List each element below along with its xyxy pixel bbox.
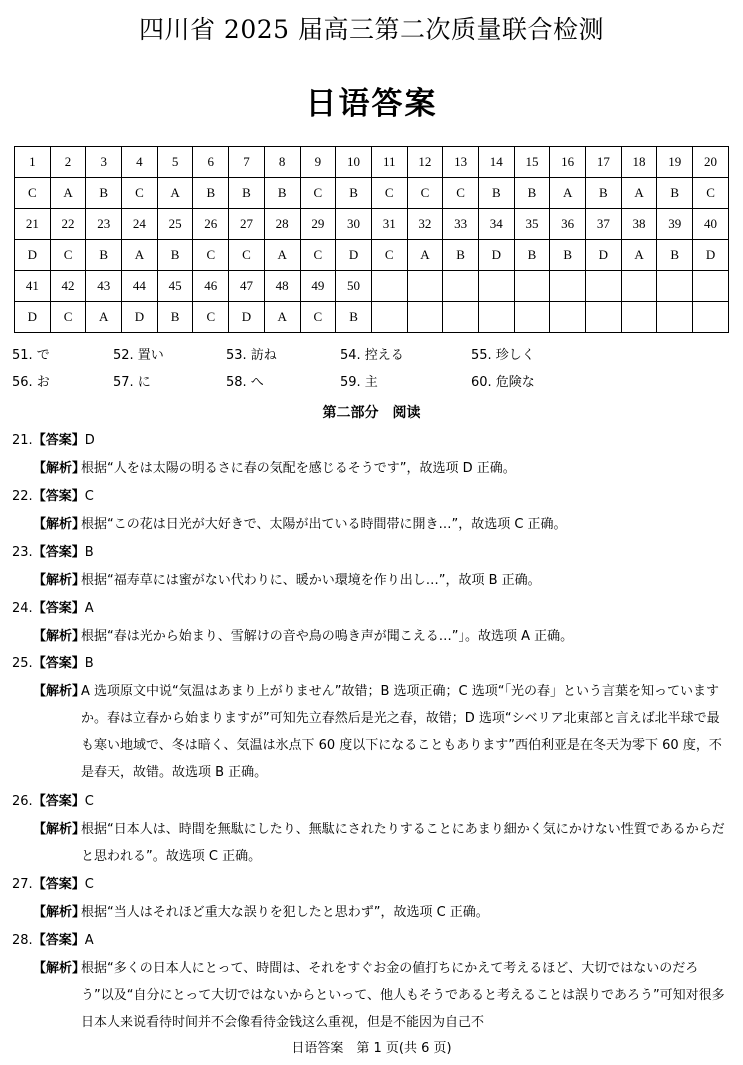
answer-cell: B xyxy=(157,240,193,271)
answer-cell xyxy=(407,302,443,333)
answer-cell xyxy=(693,302,729,333)
answer-cell: C xyxy=(50,302,86,333)
answer-value: B xyxy=(84,545,94,560)
document-title: 四川省 2025 届高三第二次质量联合检测 xyxy=(138,15,605,44)
answer-cell: B xyxy=(336,302,372,333)
answer-tag: 【答案】 xyxy=(32,489,85,504)
explanation-text: 根据“福寿草には蜜がない代わりに、暖かい環境を作り出し…”，故项 B 正确。 xyxy=(81,573,541,588)
question-number-cell: 12 xyxy=(407,147,443,178)
answer-cell: A xyxy=(550,178,586,209)
explanation-text: 根据“この花は日光が大好きで、太陽が出ている時間帯に開き…”，故选项 C 正确。 xyxy=(81,517,567,532)
answer-cell: D xyxy=(122,302,158,333)
question-number-cell: 46 xyxy=(193,271,229,302)
question-number-cell: 50 xyxy=(336,271,372,302)
question-number-cell: 36 xyxy=(550,209,586,240)
question-number-cell: 10 xyxy=(336,147,372,178)
answer-cell: C xyxy=(300,240,336,271)
answer-cell: B xyxy=(86,240,122,271)
question-number-cell: 14 xyxy=(478,147,514,178)
answer-value: A xyxy=(84,933,94,948)
answer-cell: B xyxy=(157,302,193,333)
question-number-cell xyxy=(443,271,479,302)
question-number: 28. xyxy=(12,933,33,948)
question-number-cell xyxy=(371,271,407,302)
answer-cell: A xyxy=(86,302,122,333)
fill-blank-56: 56. お xyxy=(12,375,50,390)
answer-cell: B xyxy=(229,178,265,209)
answer-cell: C xyxy=(693,178,729,209)
answer-cell: D xyxy=(586,240,622,271)
explanation xyxy=(33,899,730,926)
answer-cell: C xyxy=(122,178,158,209)
answer-cell xyxy=(657,302,693,333)
fill-blank-51: 51. で xyxy=(12,348,50,363)
answer-tag: 【答案】 xyxy=(32,656,85,671)
answer-tag: 【答案】 xyxy=(32,877,85,892)
answer-cell: B xyxy=(657,178,693,209)
explanation xyxy=(33,623,730,650)
explanation-tag: 【解析】 xyxy=(33,629,86,644)
fill-blank-54: 54. 控える xyxy=(340,348,404,363)
answer-cell: A xyxy=(621,178,657,209)
answer-cell: B xyxy=(586,178,622,209)
explanation-tag: 【解析】 xyxy=(33,573,86,588)
explanation-tag: 【解析】 xyxy=(33,961,86,976)
question-number-cell: 24 xyxy=(122,209,158,240)
answer-cell: D xyxy=(15,240,51,271)
question-number: 25. xyxy=(12,656,33,671)
answer-cell: B xyxy=(514,178,550,209)
answer-cell: B xyxy=(193,178,229,209)
explanation xyxy=(33,955,730,1036)
answer-cell xyxy=(371,302,407,333)
answer-tag: 【答案】 xyxy=(32,601,85,616)
fill-blank-53: 53. 訪ね xyxy=(226,348,277,363)
explanation-tag: 【解析】 xyxy=(33,684,86,699)
answer-cell: A xyxy=(50,178,86,209)
answer-cell: D xyxy=(336,240,372,271)
question-number-cell xyxy=(693,271,729,302)
document-subtitle: 日语答案 xyxy=(305,86,438,122)
answer-cell: D xyxy=(15,302,51,333)
question-number-cell: 28 xyxy=(264,209,300,240)
question-number-cell: 31 xyxy=(371,209,407,240)
question-number-cell: 18 xyxy=(621,147,657,178)
question-number-cell xyxy=(657,271,693,302)
page-footer: 日语答案 第 1 页(共 6 页) xyxy=(291,1041,452,1056)
question-number-cell: 34 xyxy=(478,209,514,240)
question-number-cell: 26 xyxy=(193,209,229,240)
answer-cell: C xyxy=(443,178,479,209)
question-number-cell: 44 xyxy=(122,271,158,302)
question-number-cell: 35 xyxy=(514,209,550,240)
explanation-tag: 【解析】 xyxy=(33,822,86,837)
answer-cell xyxy=(550,302,586,333)
answer-line xyxy=(12,541,94,560)
fill-blank-52: 52. 置い xyxy=(113,348,164,363)
question-number-cell: 48 xyxy=(264,271,300,302)
question-number-cell: 43 xyxy=(86,271,122,302)
explanation-tag: 【解析】 xyxy=(33,905,86,920)
answer-cell: D xyxy=(693,240,729,271)
answer-row xyxy=(15,302,729,333)
answer-value: B xyxy=(84,656,94,671)
answer-value: C xyxy=(84,489,94,504)
answer-cell xyxy=(443,302,479,333)
explanation xyxy=(33,567,730,594)
question-number-cell: 41 xyxy=(15,271,51,302)
question-number-cell: 9 xyxy=(300,147,336,178)
answer-value: D xyxy=(84,433,95,448)
answer-cell: B xyxy=(657,240,693,271)
question-number-cell: 8 xyxy=(264,147,300,178)
answer-cell: A xyxy=(122,240,158,271)
answer-tag: 【答案】 xyxy=(32,545,85,560)
section-title: 第二部分 阅读 xyxy=(322,405,421,421)
question-number-cell: 7 xyxy=(229,147,265,178)
answer-cell: B xyxy=(478,178,514,209)
fill-blank-59: 59. 主 xyxy=(340,375,378,390)
question-number-cell: 19 xyxy=(657,147,693,178)
question-number-cell: 30 xyxy=(336,209,372,240)
question-number-cell xyxy=(407,271,443,302)
explanation xyxy=(33,511,730,538)
answer-cell: A xyxy=(264,302,300,333)
question-number-cell: 37 xyxy=(586,209,622,240)
fill-blank-57: 57. に xyxy=(113,375,151,390)
answer-cell: C xyxy=(15,178,51,209)
answer-row xyxy=(15,178,729,209)
question-number-cell: 38 xyxy=(621,209,657,240)
answer-line xyxy=(12,929,94,948)
answer-cell: B xyxy=(336,178,372,209)
fill-blank-58: 58. へ xyxy=(226,375,264,390)
answer-cell: D xyxy=(229,302,265,333)
answer-cell: C xyxy=(371,240,407,271)
answer-cell xyxy=(514,302,550,333)
answer-value: C xyxy=(84,877,94,892)
question-number-cell: 42 xyxy=(50,271,86,302)
question-number-row xyxy=(15,271,729,302)
question-number-cell: 16 xyxy=(550,147,586,178)
answer-line xyxy=(12,485,94,504)
answer-cell: B xyxy=(550,240,586,271)
question-number-cell: 1 xyxy=(15,147,51,178)
answer-value: A xyxy=(84,601,94,616)
answer-cell: A xyxy=(621,240,657,271)
explanation xyxy=(33,678,730,786)
question-number-cell: 13 xyxy=(443,147,479,178)
answer-cell: C xyxy=(300,302,336,333)
answer-cell: A xyxy=(264,240,300,271)
question-number-cell: 3 xyxy=(86,147,122,178)
explanation-tag: 【解析】 xyxy=(33,517,86,532)
explanation xyxy=(33,816,730,870)
answer-cell xyxy=(621,302,657,333)
explanation-text: A 选项原文中说“気温はあまり上がりません”故错；B 选项正确；C 选项“「光の春」という言葉を知っていますか。春は立春から始まりますが”可知先立春然后是光之春，故错；D 选项“シベリア北東部と言えば北半球で最も寒い地域で、冬は暗く、気温は氷点下 60 度以下になることもあります”西伯利亚是在冬天为零下 60 度，不是春天，故错。故选项 B 正确。 xyxy=(81,684,722,780)
question-number-cell xyxy=(478,271,514,302)
explanation-text: 根据“当人はそれほど重大な誤りを犯したと思わず”，故选项 C 正确。 xyxy=(81,905,489,920)
explanation-text: 根据“多くの日本人にとって、時間は、それをすぐお金の値打ちにかえて考えるほど、大切ではないのだろう”以及“自分にとって大切ではないからといって、他人もそうであると考えることは誤りであろう”可知对很多日本人来说看待时间并不会像看待金钱这么重视，但是不能因为自己不 xyxy=(81,961,725,1030)
question-number-cell: 2 xyxy=(50,147,86,178)
answer-tag: 【答案】 xyxy=(32,794,85,809)
answer-cell: B xyxy=(86,178,122,209)
question-number-cell xyxy=(514,271,550,302)
answer-cell: C xyxy=(50,240,86,271)
answer-cell: B xyxy=(264,178,300,209)
explanation-text: 根据“人をは太陽の明るさに春の気配を感じるそうです”，故选项 D 正确。 xyxy=(81,461,516,476)
answer-cell: C xyxy=(407,178,443,209)
question-number-cell: 15 xyxy=(514,147,550,178)
question-number-row xyxy=(15,147,729,178)
answer-cell xyxy=(586,302,622,333)
question-number-cell: 45 xyxy=(157,271,193,302)
question-number-cell xyxy=(550,271,586,302)
answer-value: C xyxy=(84,794,94,809)
answer-line xyxy=(12,597,94,616)
answer-cell xyxy=(478,302,514,333)
question-number-row xyxy=(15,209,729,240)
answer-cell: C xyxy=(300,178,336,209)
question-number: 27. xyxy=(12,877,33,892)
question-number-cell: 20 xyxy=(693,147,729,178)
question-number-cell: 49 xyxy=(300,271,336,302)
fill-blank-60: 60. 危険な xyxy=(471,375,535,390)
answer-cell: A xyxy=(407,240,443,271)
answer-cell: C xyxy=(193,240,229,271)
answer-table xyxy=(14,146,729,333)
question-number-cell: 17 xyxy=(586,147,622,178)
answer-cell: C xyxy=(371,178,407,209)
answer-row xyxy=(15,240,729,271)
question-number: 23. xyxy=(12,545,33,560)
question-number-cell xyxy=(621,271,657,302)
question-number-cell xyxy=(586,271,622,302)
question-number-cell: 6 xyxy=(193,147,229,178)
explanation xyxy=(33,455,730,482)
question-number-cell: 21 xyxy=(15,209,51,240)
answer-cell: B xyxy=(443,240,479,271)
question-number-cell: 29 xyxy=(300,209,336,240)
answer-tag: 【答案】 xyxy=(32,433,85,448)
answer-line xyxy=(12,429,95,448)
answer-line xyxy=(12,873,94,892)
answer-line xyxy=(12,790,94,809)
question-number: 26. xyxy=(12,794,33,809)
question-number: 21. xyxy=(12,433,33,448)
answer-tag: 【答案】 xyxy=(32,933,85,948)
question-number-cell: 11 xyxy=(371,147,407,178)
question-number: 24. xyxy=(12,601,33,616)
answer-line xyxy=(12,652,94,671)
explanation-text: 根据“春は光から始まり、雪解けの音や鳥の鳴き声が聞こえる…”」。故选项 A 正确。 xyxy=(81,629,574,644)
answer-cell: B xyxy=(514,240,550,271)
fill-blank-55: 55. 珍しく xyxy=(471,348,535,363)
question-number-cell: 33 xyxy=(443,209,479,240)
explanation-tag: 【解析】 xyxy=(33,461,86,476)
question-number-cell: 47 xyxy=(229,271,265,302)
question-number-cell: 25 xyxy=(157,209,193,240)
explanation-text: 根据“日本人は、時間を無駄にしたり、無駄にされたりすることにあまり細かく気にかけない性質であるからだと思われる”。故选项 C 正确。 xyxy=(81,822,725,864)
question-number-cell: 4 xyxy=(122,147,158,178)
answer-cell: A xyxy=(157,178,193,209)
answer-cell: D xyxy=(478,240,514,271)
question-number-cell: 39 xyxy=(657,209,693,240)
question-number-cell: 40 xyxy=(693,209,729,240)
question-number-cell: 22 xyxy=(50,209,86,240)
question-number-cell: 5 xyxy=(157,147,193,178)
answer-cell: C xyxy=(229,240,265,271)
question-number-cell: 23 xyxy=(86,209,122,240)
answer-cell: C xyxy=(193,302,229,333)
question-number: 22. xyxy=(12,489,33,504)
question-number-cell: 32 xyxy=(407,209,443,240)
question-number-cell: 27 xyxy=(229,209,265,240)
